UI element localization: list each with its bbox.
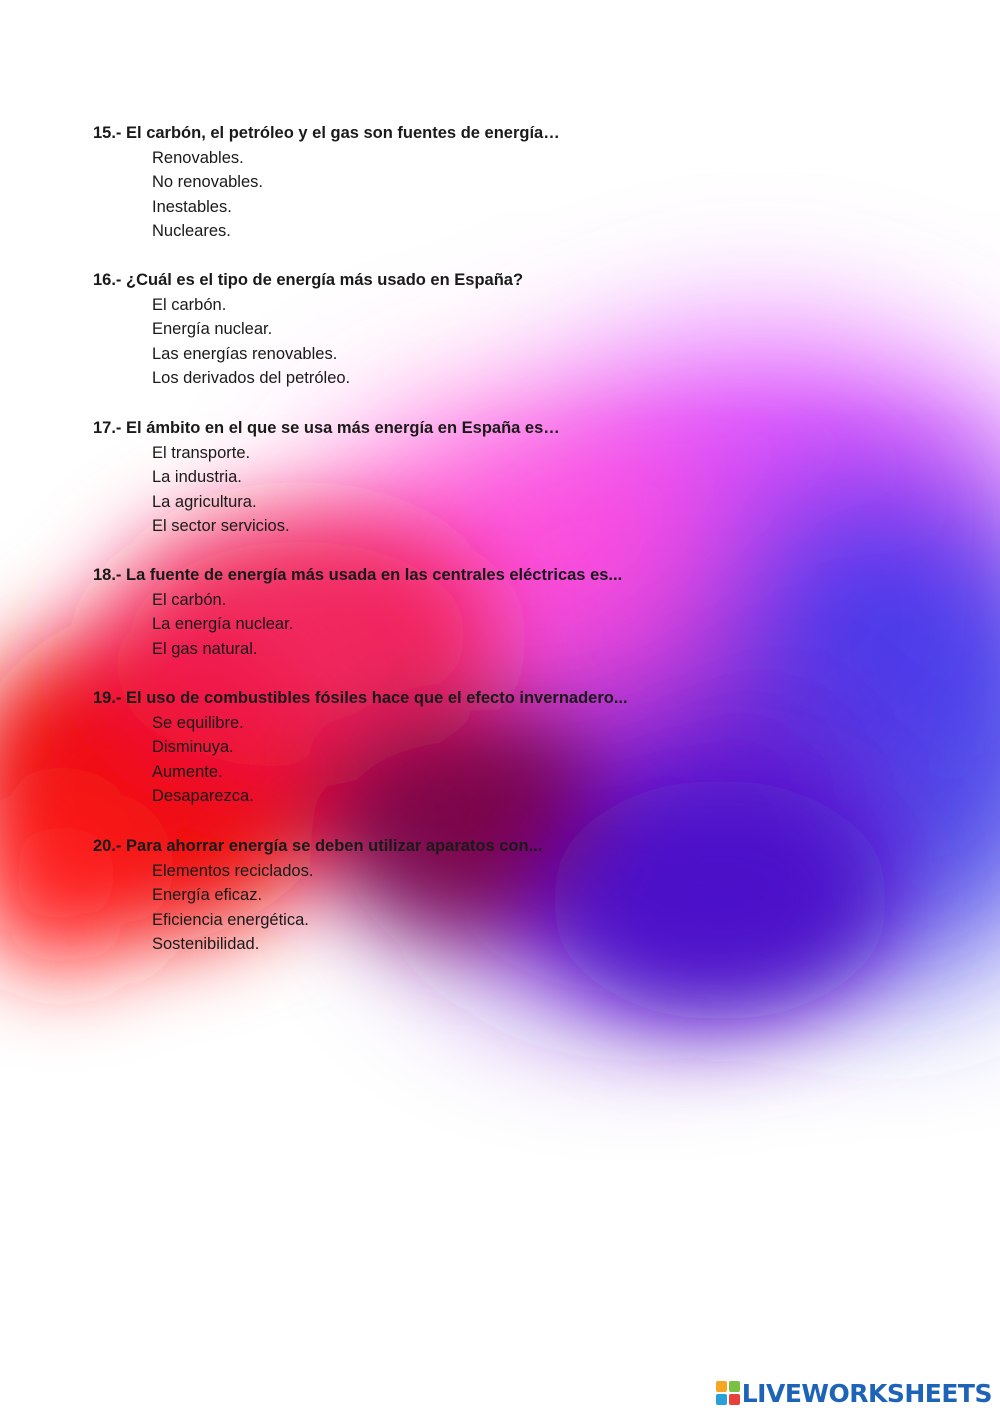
question-text: 15.- El carbón, el petróleo y el gas son fuentes de energía… bbox=[93, 124, 560, 142]
answer-option[interactable]: Se equilibre. bbox=[152, 713, 244, 732]
question-text: 17.- El ámbito en el que se usa más energía en España es… bbox=[93, 419, 560, 437]
answer-option[interactable]: Renovables. bbox=[152, 148, 244, 167]
answer-option[interactable]: Eficiencia energética. bbox=[152, 910, 309, 929]
answer-option[interactable]: Energía nuclear. bbox=[152, 320, 273, 338]
answer-option[interactable]: El carbón. bbox=[152, 295, 227, 314]
answer-option[interactable]: Sostenibilidad. bbox=[152, 935, 260, 953]
answer-option[interactable]: El sector servicios. bbox=[152, 517, 290, 535]
answer-option[interactable]: Los derivados del petróleo. bbox=[152, 369, 351, 387]
answer-option[interactable]: El carbón. bbox=[152, 590, 227, 609]
question-20 bbox=[93, 834, 813, 957]
answer-option[interactable]: Inestables. bbox=[152, 197, 232, 216]
question-16 bbox=[93, 268, 813, 391]
answer-option[interactable]: Energía eficaz. bbox=[152, 886, 263, 904]
question-17 bbox=[93, 416, 813, 539]
question-text: 20.- Para ahorrar energía se deben utilizar aparatos con... bbox=[93, 837, 543, 855]
brand-name: LIVEWORKSHEETS bbox=[741, 1378, 992, 1408]
question-15 bbox=[93, 121, 813, 244]
answer-option[interactable]: Elementos reciclados. bbox=[152, 861, 314, 880]
answer-option[interactable]: El gas natural. bbox=[152, 639, 258, 658]
question-text: 18.- La fuente de energía más usada en las centrales eléctricas es... bbox=[93, 566, 623, 584]
question-text: 16.- ¿Cuál es el tipo de energía más usado en España? bbox=[93, 271, 524, 289]
answer-option[interactable]: El transporte. bbox=[152, 443, 251, 462]
liveworksheets-logo-icon bbox=[716, 1381, 740, 1405]
answer-option[interactable]: Aumente. bbox=[152, 762, 223, 781]
answer-option[interactable]: Disminuya. bbox=[152, 738, 234, 756]
question-18 bbox=[93, 563, 813, 661]
answer-option[interactable]: No renovables. bbox=[152, 173, 263, 191]
answer-option[interactable]: La industria. bbox=[152, 468, 242, 486]
answer-option[interactable]: Desaparezca. bbox=[152, 787, 254, 805]
answer-option[interactable]: Nucleares. bbox=[152, 222, 231, 240]
liveworksheets-logo bbox=[716, 1378, 992, 1408]
question-text: 19.- El uso de combustibles fósiles hace que el efecto invernadero... bbox=[93, 689, 628, 707]
answer-option[interactable]: La energía nuclear. bbox=[152, 615, 294, 633]
answer-option[interactable]: La agricultura. bbox=[152, 492, 257, 511]
answer-option[interactable]: Las energías renovables. bbox=[152, 344, 338, 363]
question-19 bbox=[93, 686, 813, 809]
